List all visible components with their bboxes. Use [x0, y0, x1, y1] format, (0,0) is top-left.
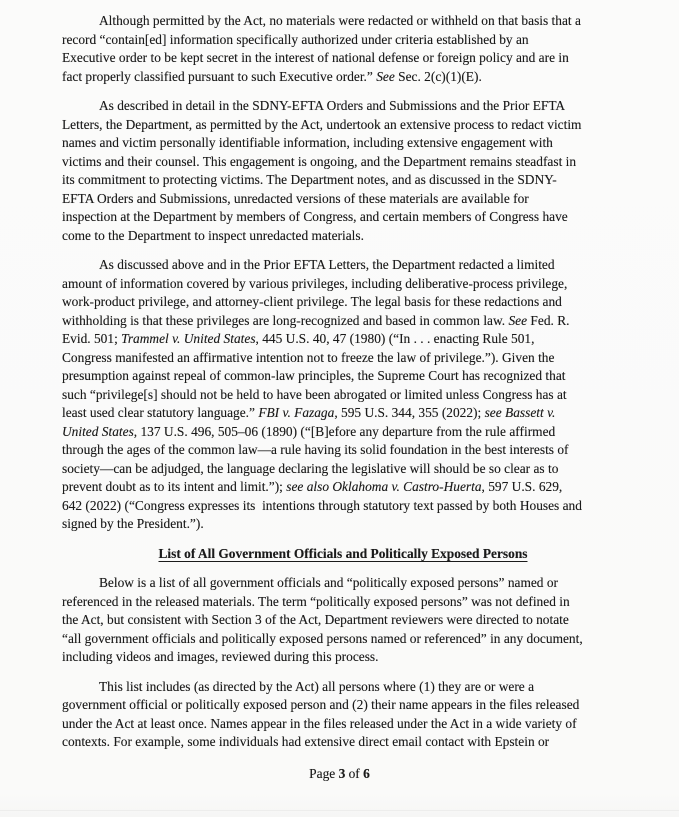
text-line [62, 630, 624, 649]
document-body [62, 12, 624, 763]
text-run: This list includes (as directed by the Act) all persons where (1) they are or were a [99, 678, 535, 694]
text-run: Fed. R. [527, 312, 570, 328]
text-run: such “privilege[s] should not be held to have been abrogated or limited unless Congress has at [62, 386, 567, 402]
page-bottom-edge [0, 810, 679, 811]
text-line [62, 696, 624, 715]
text-run: under the Act at least once. Names appear in the files released under the Act in a wide variety of [62, 715, 577, 731]
text-line [62, 574, 624, 593]
section-heading [62, 545, 624, 564]
text-run: Below is a list of all government officials and “politically exposed persons” named or [99, 575, 559, 590]
text-line [62, 593, 624, 612]
text-line [62, 715, 624, 734]
text-line [62, 497, 624, 516]
text-line [62, 227, 624, 246]
text-line [62, 386, 624, 405]
text-run: Executive order to be kept secret in the interest of national defense or foreign policy and are in [62, 50, 569, 65]
text-run: victims and their counsel. This engagement is ongoing, and the Department remains steadfast in [62, 153, 577, 169]
text-run: amount of information covered by various privileges, including deliberative-process privilege, [62, 275, 568, 291]
text-line [62, 275, 624, 294]
text-run: inspection at the Department by members of Congress, and certain members of Congress have [62, 209, 568, 224]
text-run: 6 [363, 766, 370, 781]
text-run: referenced in the released materials. The term “politically exposed persons” was not defined in [62, 593, 570, 609]
text-line [62, 423, 624, 442]
text-line [62, 648, 624, 667]
text-line [62, 611, 624, 630]
text-run: , 137 U.S. 496, 505–06 (1890) (“[B]efore any departure from the rule affirmed [133, 423, 556, 439]
text-run: names and victim personally identifiable information, including extensive engagement with [62, 135, 553, 150]
text-line [62, 116, 624, 135]
text-run: Sec. 2(c)(1)(E). [394, 68, 482, 84]
text-line [62, 31, 624, 50]
text-run: prevent doubt as to its intent and limit.”); [62, 479, 287, 494]
text-run: through the ages of the common law—a rule having its solid foundation in the best interests of [62, 442, 569, 457]
text-run: , 445 U.S. 40, 47 (1980) (“In . . . enacting Rule 501, [255, 331, 535, 346]
text-run: Evid. 501; [62, 331, 122, 346]
text-run: EFTA Orders and Submissions, unredacted versions of these materials are available for [62, 190, 529, 206]
text-run: Congress manifested an affirmative intention not to freeze the law of privilege.”). Given the [62, 349, 555, 365]
text-line [62, 367, 624, 386]
text-line [62, 293, 624, 312]
text-run: signed by the President.”). [62, 516, 204, 531]
text-run: Page [309, 766, 339, 781]
text-run: Although permitted by the Act, no materials were redacted or withheld on that basis that a [99, 13, 581, 28]
text-run: record “contain[ed] information specifically authorized under criteria established by an [62, 31, 529, 47]
text-run: presumption against repeal of common-law principles, the Supreme Court has recognized that [62, 368, 566, 383]
text-run: FBI v. Fazaga [258, 405, 335, 420]
text-line [62, 256, 624, 275]
text-line [62, 404, 624, 423]
text-run: See [376, 68, 395, 84]
text-line [62, 49, 624, 68]
page-footer [0, 766, 679, 782]
text-run: 642 (2022) (“Congress expresses its intentions through statutory text passed by both Houses and [62, 497, 582, 513]
text-line [62, 460, 624, 479]
text-run: including videos and images, reviewed during this process. [62, 649, 379, 664]
text-run: government official or politically exposed person and (2) their name appears in the files released [62, 697, 580, 712]
text-run: Letters, the Department, as permitted by the Act, undertook an extensive process to redact victim [62, 116, 582, 132]
paragraph [62, 574, 624, 667]
text-run: 3 [338, 766, 346, 781]
text-line [62, 134, 624, 153]
paragraph [62, 12, 624, 86]
paragraph [62, 97, 624, 245]
text-run: “all government officials and politically exposed persons named or referenced” in any document, [62, 630, 583, 646]
section-heading-text: List of All Government Officials and Politically Exposed Persons [158, 545, 528, 561]
text-run: , 595 U.S. 344, 355 (2022); [334, 405, 485, 420]
text-run: of [345, 766, 364, 781]
text-line [62, 330, 624, 349]
text-line [62, 208, 624, 227]
text-line [62, 12, 624, 31]
text-run: contexts. For example, some individuals had extensive direct email contact with Epstein or [62, 734, 550, 749]
text-run: its commitment to protecting victims. The Department notes, and as discussed in the SDNY- [62, 172, 557, 187]
text-run: Trammel v. United States [121, 331, 256, 346]
text-run: society—can be adjudged, the language declaring the legislative will should be so clear as to [62, 460, 559, 476]
text-run: fact properly classified pursuant to such Executive order.” [62, 68, 377, 84]
text-line [62, 68, 624, 87]
text-line [62, 733, 624, 752]
paragraph [62, 256, 624, 534]
text-run: See [508, 312, 528, 328]
text-run: withholding is that these privileges are long-recognized and based in common law. [62, 312, 509, 328]
text-run: United States [62, 423, 134, 439]
text-line [62, 441, 624, 460]
text-line [62, 312, 624, 331]
text-run: As described in detail in the SDNY-EFTA Orders and Submissions and the Prior EFTA [99, 98, 566, 113]
text-run: come to the Department to inspect unredacted materials. [62, 227, 364, 243]
text-line [62, 515, 624, 534]
text-run: the Act, but consistent with Section 3 of the Act, Department reviewers were directed to notate [62, 612, 569, 627]
text-run: see Bassett v. [484, 405, 556, 420]
text-run: work-product privilege, and attorney-client privilege. The legal basis for these redactions and [62, 294, 562, 309]
text-line [62, 349, 624, 368]
text-line [62, 97, 624, 116]
text-line [62, 190, 624, 209]
text-run: see also Oklahoma v. Castro-Huerta [286, 479, 482, 494]
paragraph [62, 678, 624, 752]
text-run: , 597 U.S. 629, [481, 479, 563, 494]
text-line [62, 171, 624, 190]
text-line [62, 153, 624, 172]
text-line [62, 478, 624, 497]
text-run: least used clear statutory language.” [62, 405, 259, 420]
text-run: As discussed above and in the Prior EFTA Letters, the Department redacted a limited [99, 257, 555, 272]
text-line [62, 678, 624, 697]
